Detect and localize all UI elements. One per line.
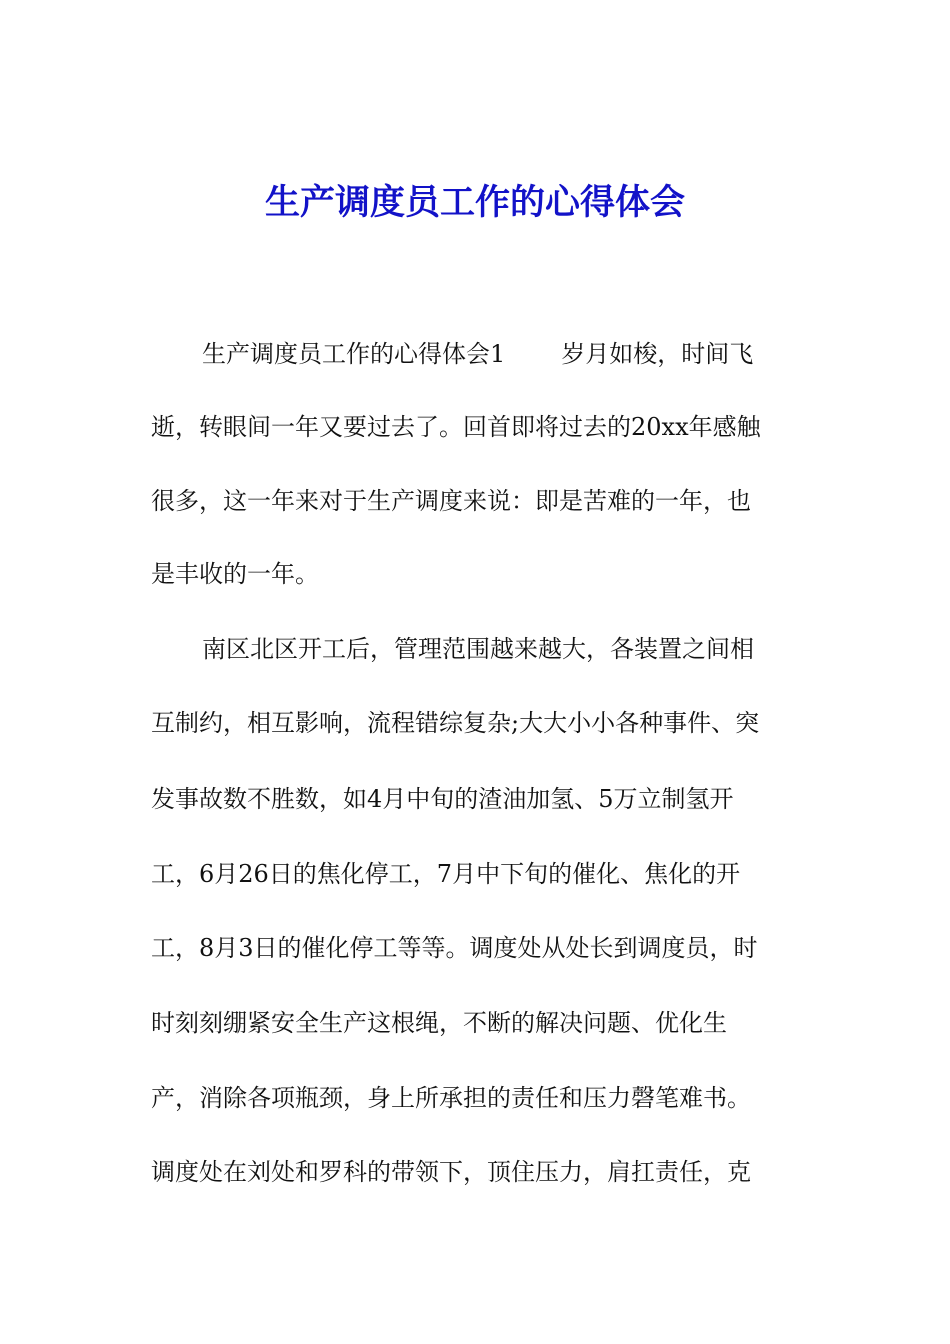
paragraph-1-text-start: 岁月如梭，时间飞 [561,340,754,368]
paragraph-1-line-3: 很多，这一年来对于生产调度来说：即是苦难的一年，也 [151,487,751,515]
paragraph-1-line-1 [202,337,862,371]
document-title: 生产调度员工作的心得体会 [264,182,685,223]
paragraph-2-line-1: 南区北区开工后，管理范围越来越大，各装置之间相 [202,635,754,663]
paragraph-1-line-4: 是丰收的一年。 [151,560,319,588]
paragraph-2-line-3: 发事故数不胜数，如4月中旬的渣油加氢、5万立制氢开 [151,785,734,813]
section-heading-inline: 生产调度员工作的心得体会1 [202,340,506,368]
paragraph-1-line-2: 逝，转眼间一年又要过去了。回首即将过去的20xx年感触 [151,413,761,441]
paragraph-2-line-7: 产，消除各项瓶颈，身上所承担的责任和压力磬笔难书。 [151,1084,751,1112]
paragraph-2-line-5: 工，8月3日的催化停工等等。调度处从处长到调度员，时 [151,934,758,962]
paragraph-2-line-4: 工，6月26日的焦化停工，7月中下旬的催化、焦化的开 [151,860,741,888]
paragraph-2-line-6: 时刻刻绷紧安全生产这根绳，不断的解决问题、优化生 [151,1009,727,1037]
paragraph-2-line-8: 调度处在刘处和罗科的带领下，顶住压力，肩扛责任，克 [151,1158,751,1186]
paragraph-2-line-2: 互制约，相互影响，流程错综复杂;大大小小各种事件、突 [151,709,760,737]
